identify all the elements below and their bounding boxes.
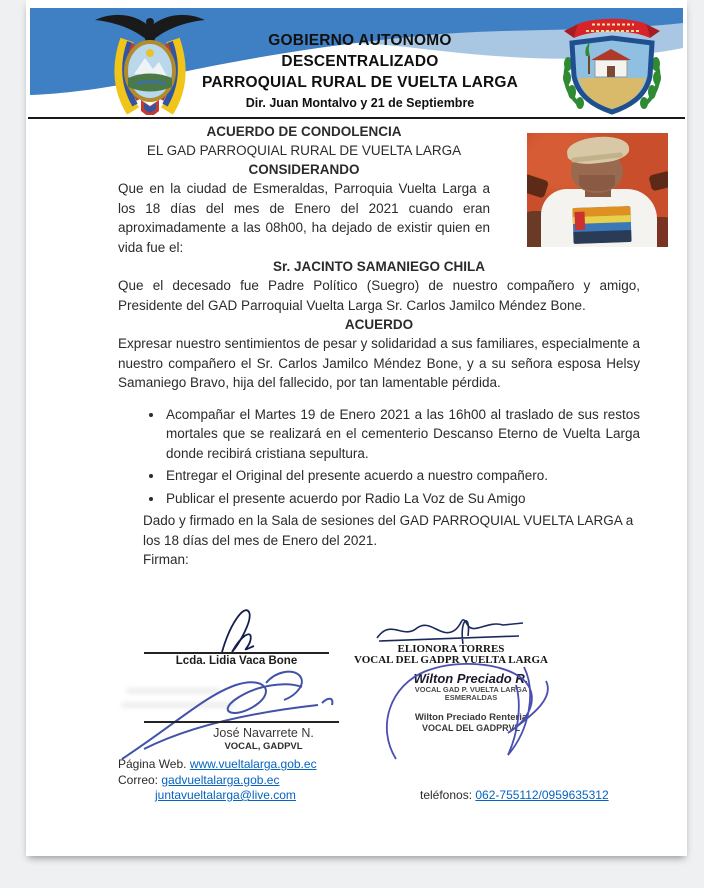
phones-block xyxy=(420,788,609,804)
signatory-name-lidia: Lcda. Lidia Vaca Bone xyxy=(175,655,298,667)
footer-correo-row xyxy=(118,773,678,789)
firman-label: Firman: xyxy=(143,552,189,567)
footer-web-row xyxy=(118,757,678,773)
document-body xyxy=(118,122,640,570)
document-footer xyxy=(118,757,678,804)
correo-label: Correo: xyxy=(118,772,162,787)
signatory-name-jose: José Navarrete N. xyxy=(213,726,314,740)
document-page xyxy=(26,0,687,856)
bullet-item: • Entregar el Original del presente acuerdo a nuestro compañero. xyxy=(164,466,640,486)
bullet-item: • Publicar el presente acuerdo por Radio La Voz de Su Amigo xyxy=(164,489,640,509)
org-address: Dir. Juan Montalvo y 21 de Septiembre xyxy=(245,96,475,110)
signature-wilton-scribble xyxy=(368,655,563,763)
phone-link[interactable]: 062-755112/0959635312 xyxy=(475,788,609,802)
bullet-item: • Acompañar el Martes 19 de Enero 2021 a las 16h00 al traslado de sus restos mortales que se realizará en el cementerio Descanso Eterno de Vuelta Larga donde recibirá cristiana sepultura. xyxy=(164,405,640,464)
footer-email-row xyxy=(155,788,678,804)
paragraph-considerando: Que en la ciudad de Esmeraldas, Parroquia Vuelta Larga a los 18 días del mes de Enero del 2021 cuando eran aproximadamente a las 08h00, ha dejado de existir quien en vida fue el: xyxy=(118,181,490,255)
website-link[interactable]: www.vueltalarga.gob.ec xyxy=(189,757,317,771)
letterhead-text xyxy=(200,30,520,115)
org-name-line1: GOBIERNO AUTONOMO DESCENTRALIZADO xyxy=(268,32,452,70)
web-label: Página Web. xyxy=(118,757,190,771)
header-divider xyxy=(28,117,685,119)
signatory-name-wilton: Wilton Preciado Renteria xyxy=(414,712,528,723)
title-acuerdo-condolencia: ACUERDO DE CONDOLENCIA xyxy=(206,124,402,139)
email-link[interactable]: juntavueltalarga@live.com xyxy=(155,788,296,802)
correo-link[interactable]: gadvueltalarga.gob.ec xyxy=(161,772,280,787)
title-gad-parroquial: EL GAD PARROQUIAL RURAL DE VUELTA LARGA xyxy=(146,143,462,158)
signatory-title-jose: VOCAL, GADPVL xyxy=(224,741,303,752)
signatory-name-elionora: ELIONORA TORRES xyxy=(397,643,505,655)
stamp-title-wilton: VOCAL GAD P. VUELTA LARGA xyxy=(414,685,528,694)
signature-line xyxy=(144,721,339,723)
signatory-title-elionora: VOCAL DEL GADPR VUELTA LARGA xyxy=(354,654,548,666)
ecuador-coat-of-arms-icon xyxy=(86,10,214,115)
org-name-line2: PARROQUIAL RURAL DE VUELTA LARGA xyxy=(201,74,519,91)
signature-lidia-scribble xyxy=(184,602,299,656)
paragraph-expresar: Expresar nuestro sentimientos de pesar y solidaridad a sus familiares, especialmente a nuestro compañero el Sr. Carlos Jamilco Méndez Bone, y a su señora esposa Helsy Samaniego Bravo, hija del fallecido, por tan lamentable pérdida. xyxy=(118,336,640,390)
paragraph-relationship: Que el decesado fue Padre Político (Suegro) de nuestro compañero y amigo, Presidente del GAD Parroquial Vuelta Larga Sr. Carlos Jamilco Méndez Bone. xyxy=(118,278,640,313)
letterhead-banner xyxy=(30,8,683,115)
signatory-title-wilton: VOCAL DEL GADPRVL xyxy=(421,723,520,733)
stamp-location-wilton: ESMERALDAS xyxy=(444,693,498,702)
acuerdo-bullet-list xyxy=(118,405,640,509)
deceased-name-heading: Sr. JACINTO SAMANIEGO CHILA xyxy=(272,259,486,274)
org-canton xyxy=(200,113,520,115)
title-acuerdo: ACUERDO xyxy=(344,317,414,332)
paragraph-dado-firmado: Dado y firmado en la Sala de sesiones del GAD PARROQUIAL VUELTA LARGA a los 18 días del mes de Enero del 2021. xyxy=(143,513,634,548)
title-considerando: CONSIDERANDO xyxy=(248,162,360,177)
signature-line xyxy=(144,652,329,654)
vuelta-larga-parish-shield-icon xyxy=(548,16,676,115)
stamp-name-wilton: Wilton Preciado R. xyxy=(413,671,529,686)
tel-label: teléfonos: xyxy=(420,788,476,802)
